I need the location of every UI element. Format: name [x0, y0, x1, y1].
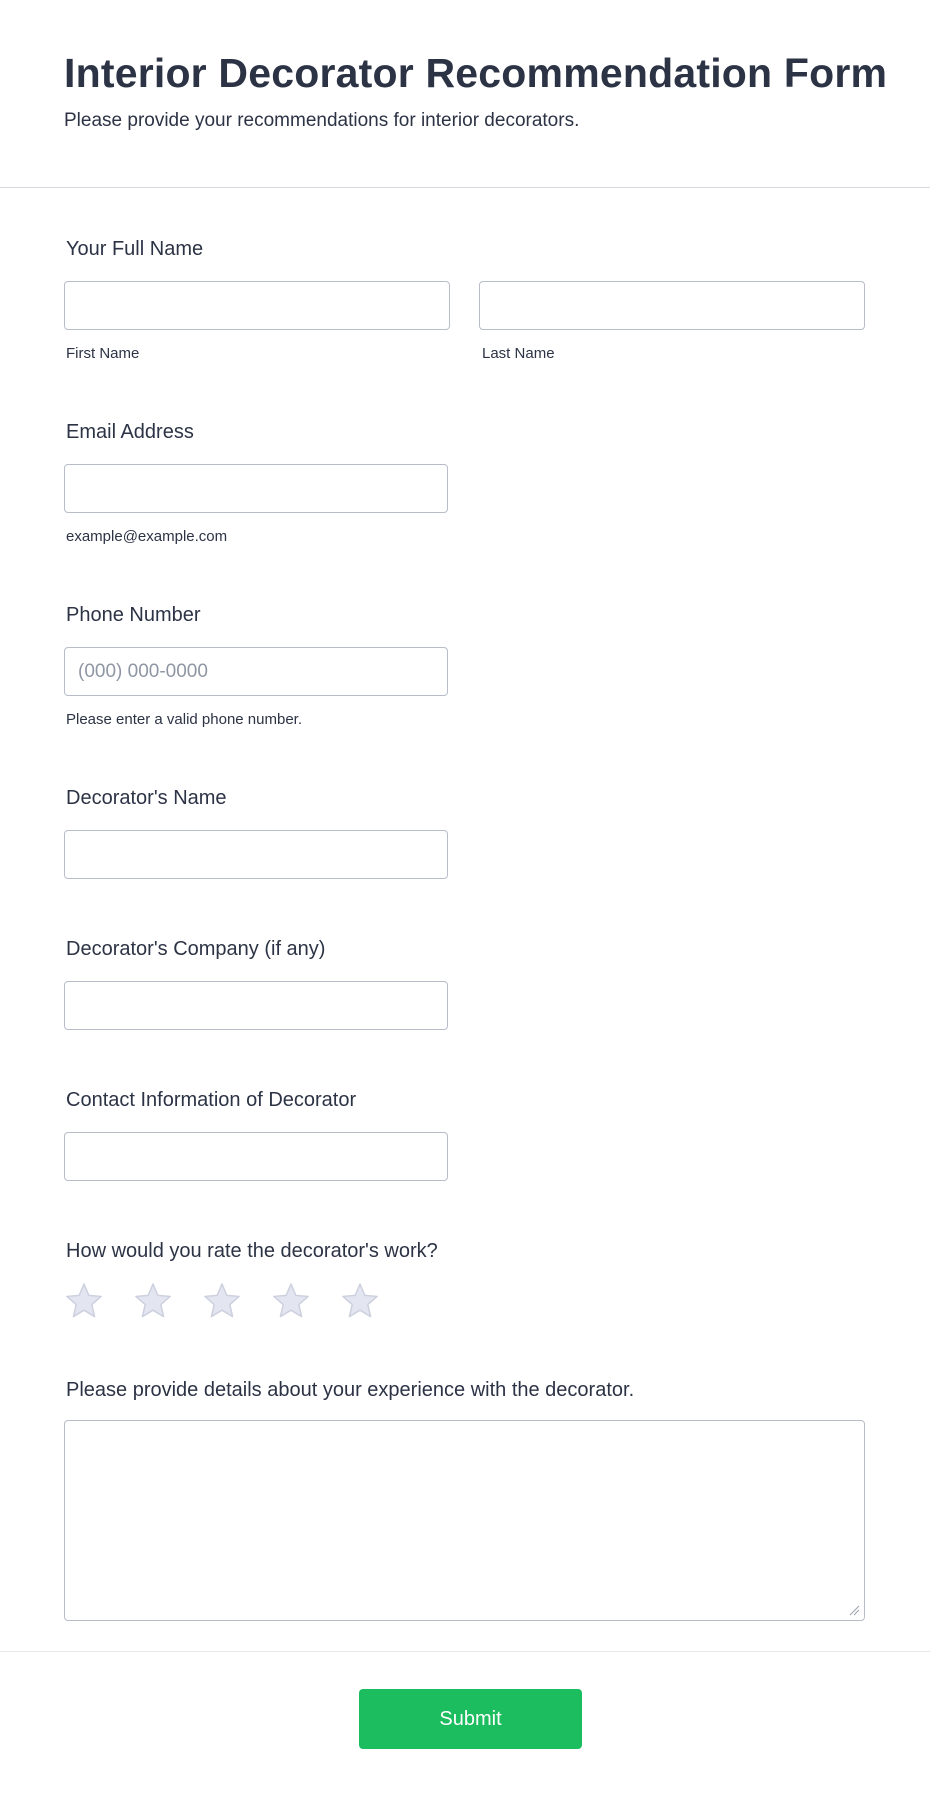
star-icon[interactable] [133, 1281, 173, 1321]
decorator-name-input[interactable] [64, 830, 448, 879]
phone-input[interactable] [64, 647, 448, 696]
form-header [0, 0, 930, 188]
decorator-company-label: Decorator's Company (if any) [66, 938, 326, 960]
star-icon[interactable] [340, 1281, 380, 1321]
experience-textarea[interactable] [64, 1420, 865, 1621]
footer-divider [0, 1651, 930, 1652]
decorator-contact-label: Contact Information of Decorator [66, 1089, 357, 1111]
full-name-label: Your Full Name [66, 238, 204, 260]
last-name-input[interactable] [479, 281, 865, 330]
decorator-contact-input[interactable] [64, 1132, 448, 1181]
email-input[interactable] [64, 464, 448, 513]
submit-button[interactable]: Submit [359, 1689, 582, 1749]
star-icon[interactable] [64, 1281, 104, 1321]
rating-label: How would you rate the decorator's work? [66, 1240, 438, 1262]
form-subtitle: Please provide your recommendations for interior decorators. [64, 110, 580, 131]
phone-sublabel: Please enter a valid phone number. [66, 711, 302, 728]
email-sublabel: example@example.com [66, 528, 228, 545]
form-title: Interior Decorator Recommendation Form [64, 50, 888, 96]
resize-grip-icon[interactable] [848, 1604, 860, 1616]
first-name-sublabel: First Name [66, 345, 140, 362]
star-icon[interactable] [202, 1281, 242, 1321]
star-icon[interactable] [271, 1281, 311, 1321]
phone-label: Phone Number [66, 604, 201, 626]
experience-label: Please provide details about your experience with the decorator. [66, 1379, 635, 1401]
last-name-sublabel: Last Name [482, 345, 555, 362]
decorator-name-label: Decorator's Name [66, 787, 227, 809]
decorator-company-input[interactable] [64, 981, 448, 1030]
email-label: Email Address [66, 421, 194, 443]
first-name-input[interactable] [64, 281, 450, 330]
